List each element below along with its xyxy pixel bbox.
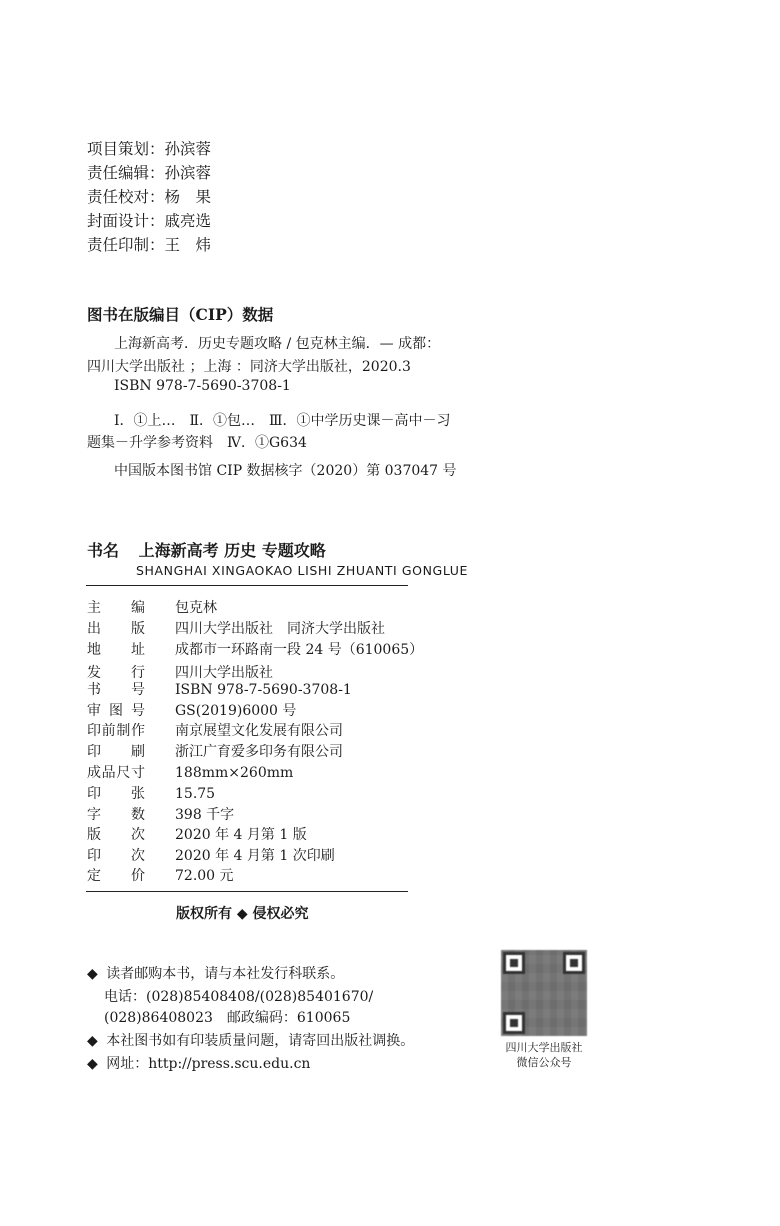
pub-info-value: 浙江广育爱多印务有限公司 [175,744,343,760]
pub-info-value: 包克林 [175,600,217,616]
staff-value: 孙滨蓉 [164,140,212,158]
staff-value: 王 炜 [164,236,212,254]
pub-info-value: ISBN 978-7-5690-3708-1 [175,682,352,698]
cip-line: ISBN 978-7-5690-3708-1 [114,378,291,394]
qr-finder-pattern [503,1012,525,1034]
qr-caption [489,1040,599,1070]
staff-value: 杨 果 [164,188,212,206]
diamond-bullet-icon: ◆ [87,1056,98,1072]
cip-line: 中国版本图书馆 CIP 数据核字（2020）第 037047 号 [114,463,457,479]
book-name-label: 书名 [87,541,120,560]
pub-info-key: 审图号 [87,703,145,719]
cip-line: 题集－升学参考资料 Ⅳ．①G634 [87,435,307,451]
cip-line: 四川大学出版社 ；上海 ：同济大学出版社，2020.3 [87,359,411,375]
pub-info-key: 印次 [87,848,145,864]
contact-line [87,1053,310,1073]
contact-phone-zip: (028)86408023 邮政编码：610065 [104,1010,351,1026]
pub-info-row [87,722,343,742]
pub-info-key: 印前制作 [87,723,145,739]
pub-info-key: 发行 [87,665,145,681]
diamond-bullet-icon: ◆ [87,966,98,982]
pub-info-row [87,806,235,826]
pub-info-key: 出版 [87,621,145,637]
pub-info-key: 地址 [87,642,145,658]
pub-info-value: 2020 年 4 月第 1 次印刷 [175,848,335,864]
contact-line [87,1030,414,1050]
divider [86,585,408,586]
pub-info-row [87,743,343,763]
pub-info-row [87,599,217,619]
pub-info-key: 定价 [87,868,145,884]
pub-info-row [87,620,385,640]
pub-info-value: 四川大学出版社 同济大学出版社 [175,621,385,637]
book-pinyin: SHANGHAI XINGAOKAO LISHI ZHUANTI GONGLUE [136,563,469,578]
pub-info-key: 字数 [87,807,145,823]
diamond-bullet-icon: ◆ [87,1033,98,1049]
divider [86,891,408,892]
cip-line: 上海新高考．历史专题攻略 / 包克林主编．— 成都： [114,336,441,352]
pub-info-value: 成都市一环路南一段 24 号（610065） [175,642,424,658]
pub-info-key: 印张 [87,786,145,802]
pub-info-row [87,867,234,887]
staff-row [87,210,211,234]
contact-line [87,963,344,983]
pub-info-value: 188mm×260mm [175,765,294,781]
pub-info-value: 15.75 [175,786,216,802]
pub-info-row [87,702,297,722]
pub-info-value: 四川大学出版社 [175,665,273,681]
pub-info-value: 398 千字 [175,807,235,823]
contact-phone: 电话：(028)85408408/(028)85401670/ [104,989,374,1005]
qr-finder-pattern [503,952,525,974]
staff-row [87,234,211,258]
staff-label: 责任校对： [87,188,165,206]
qr-caption-line: 微信公众号 [516,1056,572,1069]
contact-text: 本社图书如有印装质量问题，请寄回出版社调换。 [106,1033,415,1049]
qr-code-icon [501,950,587,1036]
staff-row [87,186,211,210]
pub-info-key: 书号 [87,682,145,698]
pub-info-row [87,785,216,805]
staff-value: 孙滨蓉 [164,164,212,182]
pub-info-key: 版次 [87,827,145,843]
cip-title: 图书在版编目（CIP）数据 [87,305,274,324]
pub-info-key: 印刷 [87,744,145,760]
contact-text: 读者邮购本书，请与本社发行科联系。 [106,966,345,982]
pub-info-row [87,847,335,867]
book-name-row [87,538,326,561]
pub-info-value: 2020 年 4 月第 1 版 [175,827,307,843]
contact-website: 网址：http://press.scu.edu.cn [106,1056,311,1072]
qr-finder-pattern [563,952,585,974]
pub-info-row [87,641,424,661]
qr-caption-line: 四川大学出版社 [505,1041,583,1054]
staff-label: 项目策划： [87,140,165,158]
cip-line: Ⅰ．①上… Ⅱ．①包… Ⅲ．①中学历史课－高中－习 [114,413,451,429]
book-title: 上海新高考 历史 专题攻略 [138,541,326,560]
staff-label: 责任印制： [87,236,165,254]
pub-info-row [87,764,294,784]
staff-label: 封面设计： [87,212,165,230]
pub-info-key: 主编 [87,600,145,616]
pub-info-key: 成品尺寸 [87,765,145,781]
staff-row [87,162,211,186]
pub-info-row [87,681,352,701]
pub-info-row [87,826,307,846]
pub-info-value: GS(2019)6000 号 [175,703,297,719]
pub-info-value: 南京展望文化发展有限公司 [175,723,343,739]
staff-label: 责任编辑： [87,164,165,182]
pub-info-value: 72.00 元 [175,868,234,884]
copyright-notice: 版权所有 ◆ 侵权必究 [176,906,309,922]
staff-row [87,138,211,162]
staff-value: 戚亮选 [164,212,212,230]
